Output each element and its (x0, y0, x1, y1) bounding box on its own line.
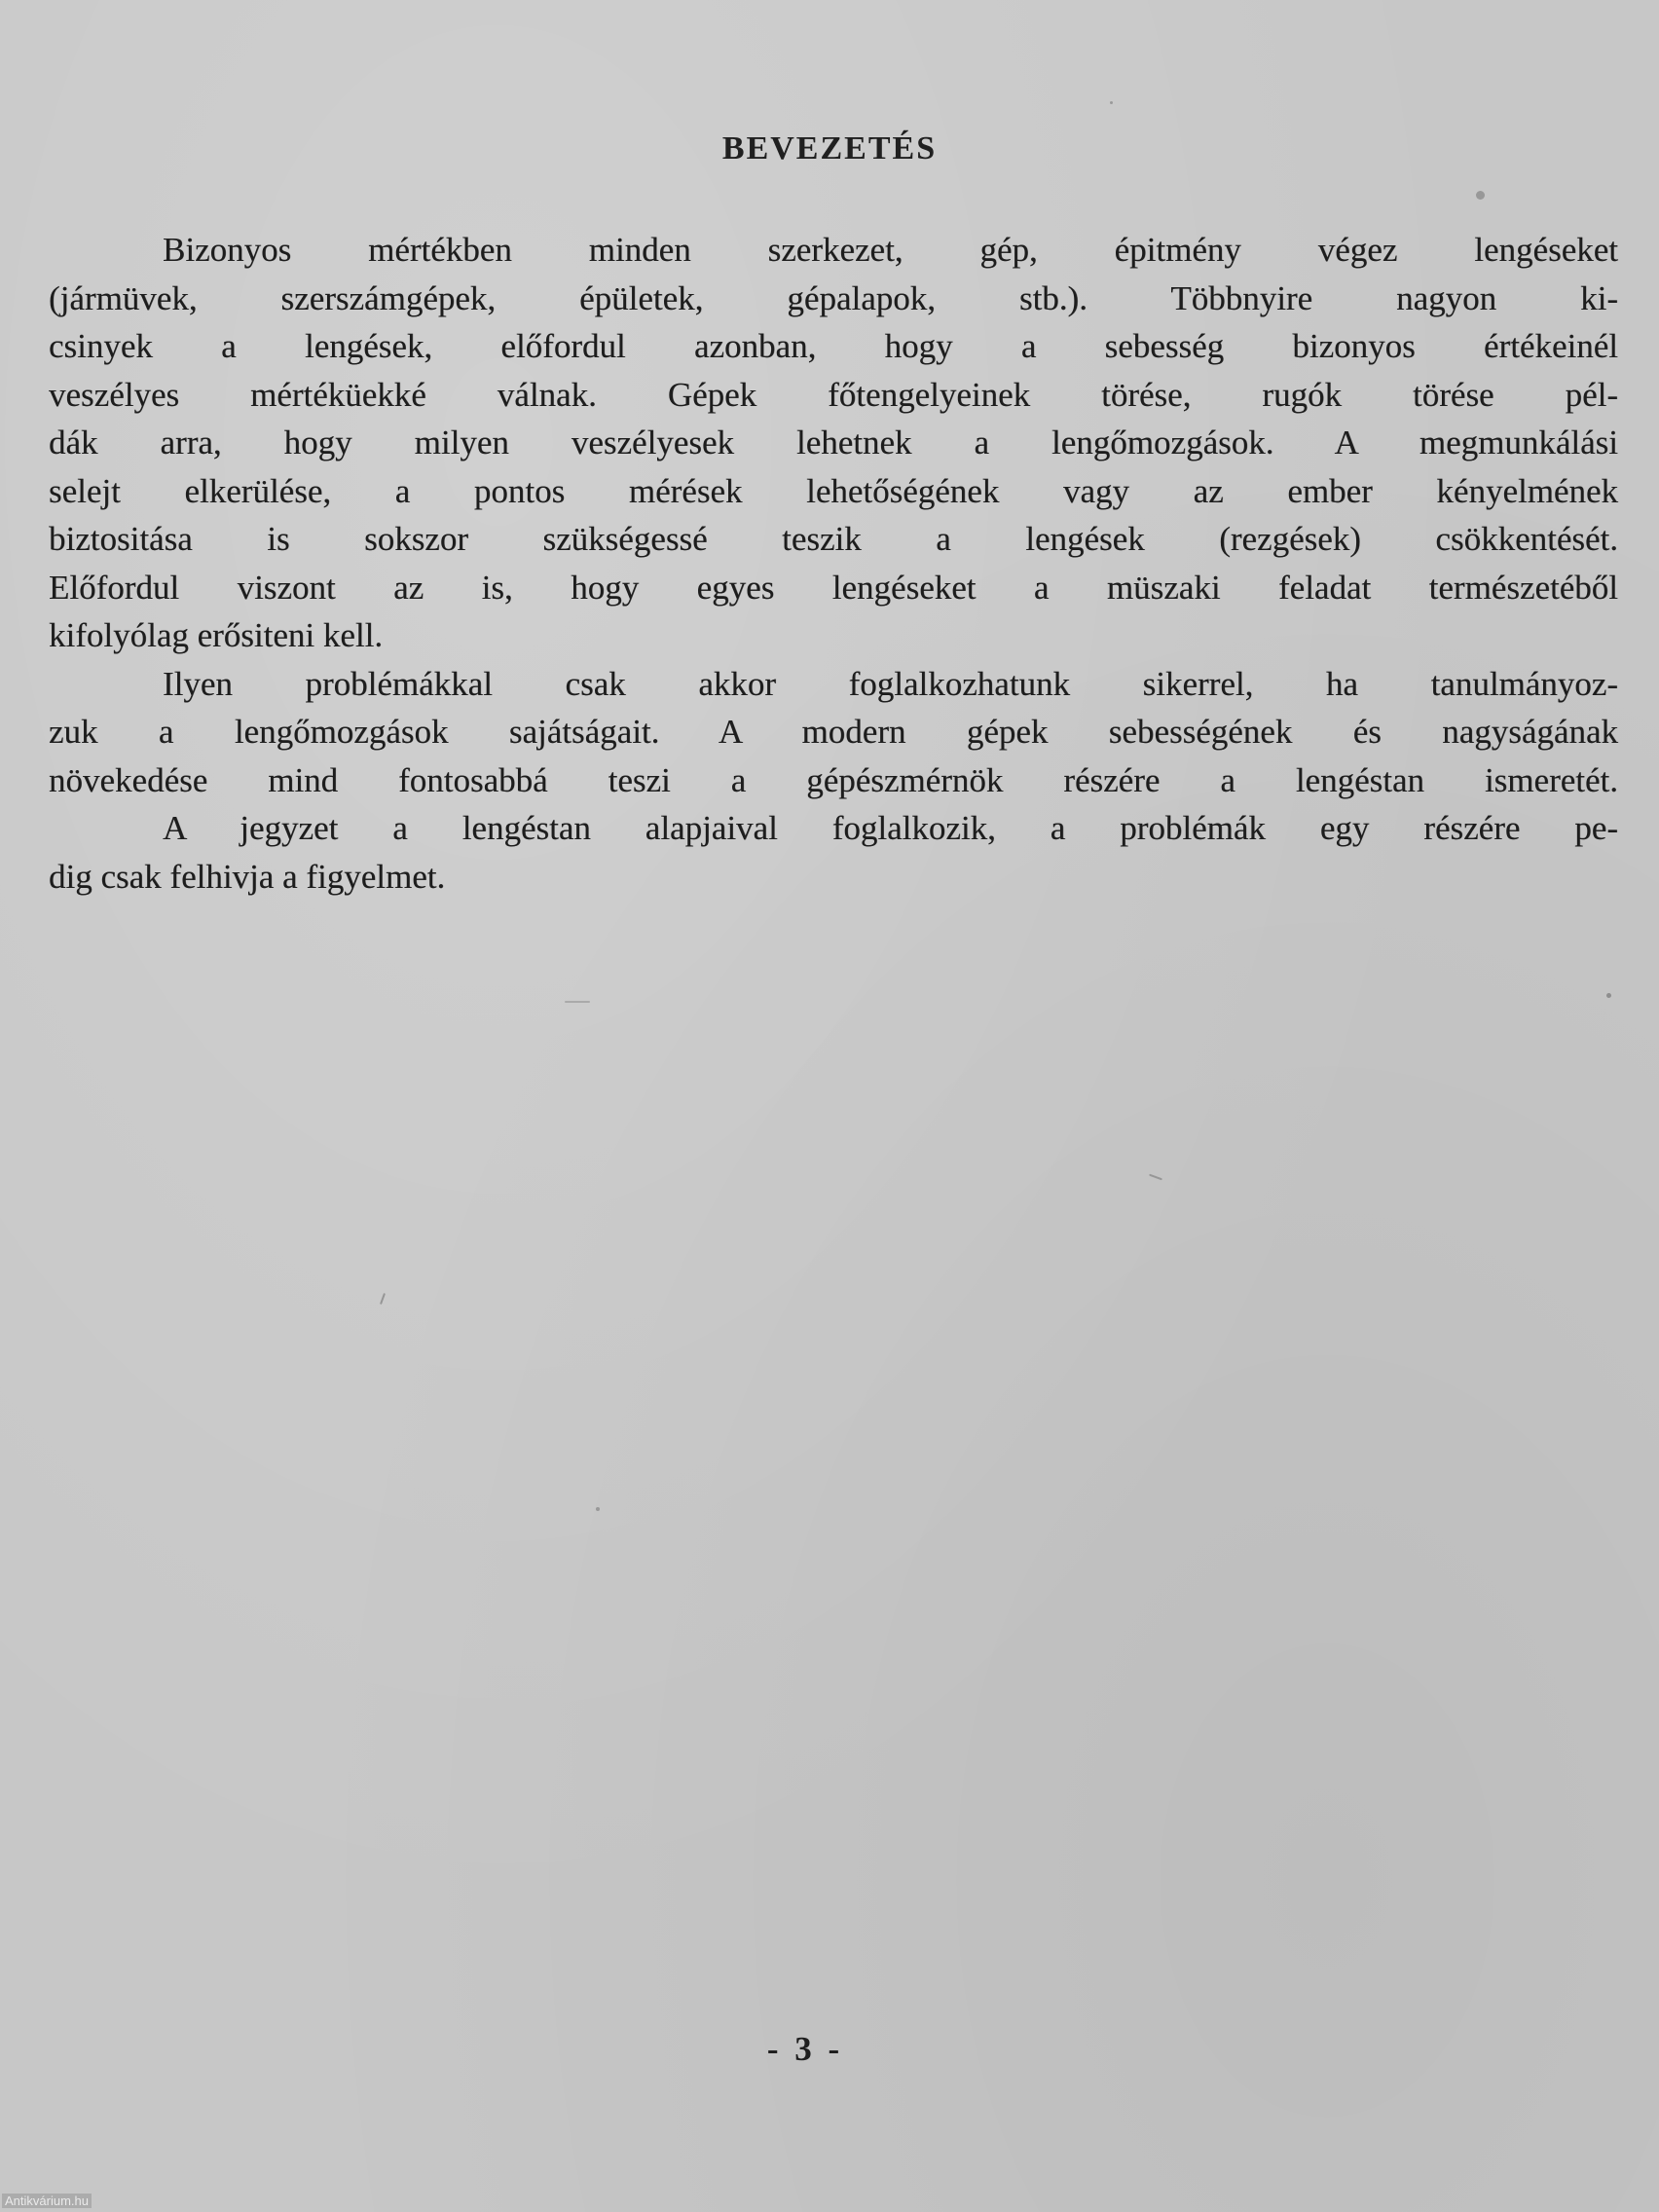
paragraph-2-line-1: Ilyen problémákkal csak akkor foglalkozhatunk sikerrel, ha tanulmányoz- (163, 664, 1618, 703)
dust-speck (565, 1001, 590, 1003)
paragraph-1-line-8: Előfordul viszont az is, hogy egyes lengéseket a müszaki feladat természetéből (49, 568, 1618, 607)
dust-speck (1110, 101, 1113, 104)
paragraph-1-line-3: csinyek a lengések, előfordul azonban, hogy a sebesség bizonyos értékeinél (49, 327, 1618, 365)
page-number: - 3 - (766, 2030, 844, 2068)
dust-speck (1149, 1174, 1162, 1181)
paragraph-1-line-4: veszélyes mértéküekké válnak. Gépek főtengelyeinek törése, rugók törése pél- (49, 375, 1618, 414)
dust-speck (1476, 191, 1485, 200)
paragraph-2-line-3: növekedése mind fontosabbá teszi a gépészmérnök részére a lengéstan ismeretét. (49, 760, 1618, 799)
paragraph-1-line-6: selejt elkerülése, a pontos mérések lehetőségének vagy az ember kényelmének (49, 471, 1618, 510)
paragraph-1-line-7: biztositása is sokszor szükségessé teszik a lengések (rezgések) csökkentését. (49, 520, 1618, 558)
dust-speck (596, 1507, 600, 1511)
paragraph-1-line-5: dák arra, hogy milyen veszélyesek lehetnek a lengőmozgások. A megmunkálási (49, 424, 1618, 461)
paragraph-3-line-1: A jegyzet a lengéstan alapjaival foglalkozik, a problémák egy részére pe- (163, 809, 1618, 847)
paragraph-3-line-2: dig csak felhivja a figyelmet. (49, 857, 446, 896)
dust-speck (380, 1293, 386, 1305)
paragraph-2-line-2: zuk a lengőmozgások sajátságait. A modern gépek sebességének és nagyságának (49, 713, 1618, 751)
chapter-title: BEVEZETÉS (721, 130, 938, 166)
paragraph-1-line-1: Bizonyos mértékben minden szerkezet, gép, épitmény végez lengéseket (163, 231, 1618, 269)
paragraph-1-line-2: (jármüvek, szerszámgépek, épületek, gépalapok, stb.). Többnyire nagyon ki- (49, 278, 1618, 317)
dust-speck (1606, 993, 1611, 998)
paragraph-1-line-9: kifolyólag erősiteni kell. (49, 616, 384, 654)
watermark: Antikvárium.hu (2, 2194, 92, 2208)
body-text (49, 226, 1618, 901)
